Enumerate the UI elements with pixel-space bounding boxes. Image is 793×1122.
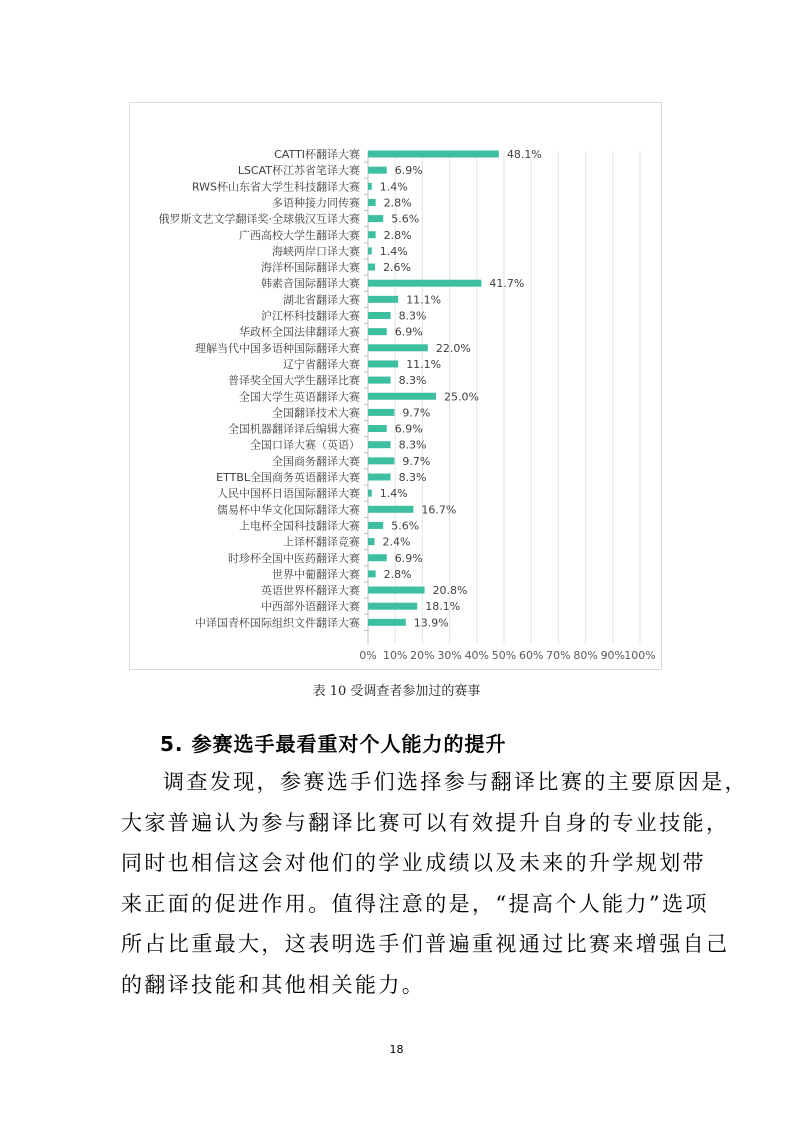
category-label: 全国口译大赛（英语） (250, 438, 360, 452)
data-label: 11.1% (406, 357, 442, 371)
bar (368, 151, 499, 158)
data-label: 13.9% (413, 616, 449, 630)
bar (368, 506, 413, 513)
data-label: 9.7% (402, 406, 431, 420)
data-label: 2.4% (382, 535, 411, 549)
paragraph-line: 的翻译技能和其他相关能力。 (121, 972, 426, 997)
bar (368, 183, 372, 190)
bar (368, 457, 394, 464)
category-label: 普译奖全国大学生翻译比赛 (228, 374, 360, 388)
category-label: 沪江杯科技翻译大赛 (261, 309, 360, 323)
data-label: 8.3% (398, 471, 427, 484)
category-label: 人民中国杯日语国际翻译大赛 (217, 487, 360, 501)
data-label: 16.7% (421, 503, 457, 517)
x-tick-label: 50% (491, 649, 517, 662)
bar (368, 409, 394, 416)
paragraph-line: 调查发现，参赛选手们选择参与翻译比赛的主要原因是， (163, 770, 748, 794)
category-label: ETTBL全国商务英语翻译大赛 (216, 471, 360, 484)
data-label: 2.8% (383, 196, 412, 210)
category-label: 韩素音国际翻译大赛 (261, 277, 360, 291)
section-heading: 5. 参赛选手最看重对个人能力的提升 (160, 732, 507, 756)
x-tick-label: 40% (464, 649, 490, 662)
category-label: CATTI杯翻译大赛 (274, 148, 360, 161)
category-label: RWS杯山东省大学生科技翻译大赛 (191, 180, 360, 194)
bar (368, 280, 481, 287)
data-label: 18.1% (425, 600, 461, 614)
bar (368, 393, 436, 400)
data-label: 41.7% (489, 277, 525, 291)
category-label: 时珍杯全国中医药翻译大赛 (228, 551, 360, 565)
data-label: 6.9% (394, 325, 423, 339)
category-label: 海峡两岸口译大赛 (272, 244, 360, 258)
data-label: 1.4% (379, 244, 408, 258)
body-paragraph (121, 762, 748, 1006)
bar (368, 570, 376, 577)
bar (368, 377, 391, 384)
data-label: 48.1% (506, 148, 542, 161)
bar (368, 619, 406, 626)
chart-frame (129, 102, 662, 670)
category-label: 辽宁省翻译大赛 (283, 357, 360, 371)
data-label: 2.8% (383, 228, 412, 242)
category-label: 广西高校大学生翻译大赛 (239, 228, 360, 242)
bar (368, 603, 417, 610)
category-label: LSCAT杯江苏省笔译大赛 (237, 164, 360, 178)
bar (368, 360, 398, 367)
category-label: 多语种接力同传赛 (272, 196, 360, 210)
bar (368, 231, 376, 238)
category-label: 上电杯全国科技翻译大赛 (239, 519, 360, 533)
category-label: 华政杯全国法律翻译大赛 (239, 325, 360, 339)
figure-caption: 表 10 受调查者参加过的赛事 (312, 684, 481, 699)
data-label: 9.7% (402, 454, 431, 468)
data-label: 6.9% (394, 422, 423, 436)
data-label: 2.6% (383, 261, 412, 275)
data-label: 5.6% (391, 212, 420, 226)
x-tick-label: 70% (546, 649, 571, 662)
paragraph-line: 来正面的促进作用。值得注意的是，“提高个人能力”选项 (121, 891, 709, 916)
bar (368, 296, 398, 303)
bar (368, 587, 425, 594)
x-tick-label: 0% (359, 649, 377, 662)
data-label: 1.4% (379, 487, 408, 501)
category-label: 理解当代中国多语种国际翻译大赛 (195, 341, 360, 355)
bar (368, 344, 428, 351)
bar (368, 425, 387, 432)
category-label: 全国翻译技术大赛 (272, 406, 360, 420)
bar (368, 247, 372, 254)
bar (368, 328, 387, 335)
bar (368, 264, 375, 271)
x-tick-label: 20% (410, 649, 435, 662)
category-label: 全国大学生英语翻译大赛 (239, 390, 360, 404)
data-label: 1.4% (379, 180, 408, 194)
category-label: 英语世界杯翻译大赛 (261, 584, 360, 598)
bar (368, 167, 387, 174)
bar (368, 215, 383, 222)
paragraph-line: 同时也相信这会对他们的学业成绩以及未来的升学规划带 (121, 851, 706, 876)
x-tick-label: 100% (624, 649, 656, 662)
bar (368, 474, 391, 481)
data-label: 20.8% (432, 584, 468, 598)
bar (368, 538, 375, 545)
category-label: 中西部外语翻译大赛 (261, 600, 360, 614)
bar (368, 199, 376, 206)
bar (368, 312, 391, 319)
category-label: 全国机器翻译译后编辑大赛 (228, 422, 360, 436)
paragraph-line: 大家普遍认为参与翻译比赛可以有效提升自身的专业技能， (121, 810, 730, 835)
bar-chart (130, 103, 661, 669)
x-tick-label: 80% (573, 649, 598, 662)
x-tick-label: 10% (382, 649, 408, 662)
category-label: 中译国青杯国际组织文件翻译大赛 (195, 616, 360, 630)
data-label: 6.9% (394, 551, 423, 565)
category-label: 上译杯翻译竞赛 (283, 535, 360, 549)
data-label: 8.3% (398, 374, 427, 388)
data-label: 22.0% (435, 341, 471, 355)
category-label: 海洋杯国际翻译大赛 (261, 261, 360, 275)
category-label: 世界中葡翻译大赛 (272, 567, 360, 581)
bar (368, 554, 387, 561)
data-label: 11.1% (406, 293, 442, 307)
data-label: 8.3% (398, 309, 427, 323)
data-label: 2.8% (383, 567, 412, 581)
data-label: 5.6% (391, 519, 420, 533)
x-tick-label: 90% (600, 649, 626, 662)
bar (368, 490, 372, 497)
bar (368, 522, 383, 529)
category-label: 湖北省翻译大赛 (283, 293, 360, 307)
x-tick-label: 30% (437, 649, 462, 662)
paragraph-line: 所占比重最大，这表明选手们普遍重视通过比赛来增强自己 (121, 932, 730, 957)
data-label: 6.9% (394, 164, 423, 178)
category-label: 俄罗斯文艺文学翻译奖·全球俄汉互译大赛 (158, 212, 360, 226)
page-number: 18 (389, 1043, 404, 1056)
category-label: 全国商务翻译大赛 (272, 454, 360, 468)
bar (368, 441, 391, 448)
category-label: 儒易杯中华文化国际翻译大赛 (217, 503, 360, 517)
data-label: 8.3% (398, 438, 427, 452)
data-label: 25.0% (444, 390, 479, 404)
x-tick-label: 60% (518, 649, 544, 662)
